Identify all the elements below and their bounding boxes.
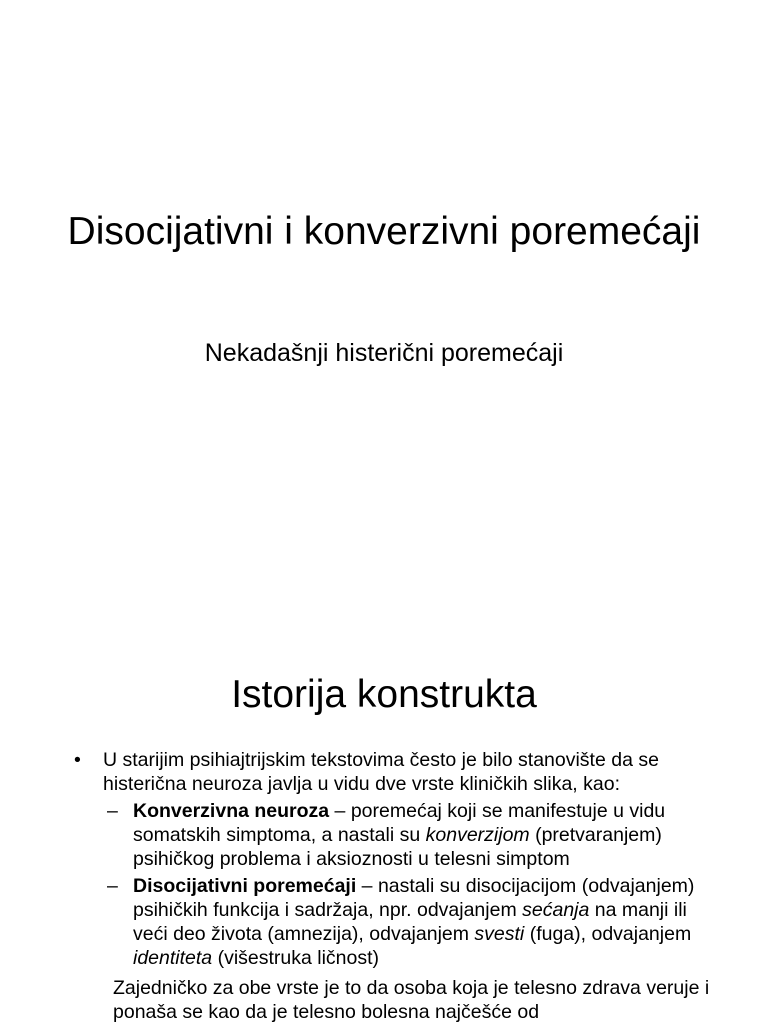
emphasis-conversion: konverzijom (425, 824, 530, 846)
text-segment: (pretvaranjem) psihičkog problema i aksioznosti u telesni simptom (133, 824, 662, 870)
term-dissociative: Disocijativni poremećaji (133, 875, 357, 897)
bullet-intro (74, 748, 714, 796)
slide-body (74, 748, 714, 1024)
dash-marker: – (107, 875, 118, 897)
slide-history (0, 576, 768, 1024)
sub-item-dissociative (74, 874, 714, 970)
text-segment: – nastali su disocijacijom (odvajanjem) psihičkih funkcija i sadržaja, npr. odvajanjem (133, 875, 695, 921)
text-segment: na manji ili veći deo života (amnezija), odvajanjem (133, 899, 687, 945)
sub-item-conversion (74, 799, 714, 871)
emphasis-identity: identiteta (133, 947, 213, 969)
bullet-intro-text: U starijim psihiajtrijskim tekstovima često je bilo stanovište da se histerična neuroza javlja u vidu dve vrste kliničkih slika, kao: (103, 749, 659, 795)
term-conversion: Konverzivna neuroza (133, 800, 330, 822)
text-segment: – poremećaj koji se manifestuje u vidu somatskih simptoma, a nastali su (133, 800, 666, 846)
emphasis-memory: sećanja (522, 899, 590, 921)
emphasis-consciousness: svesti (474, 923, 525, 945)
continuation-paragraph: Zajedničko za obe vrste je to da osoba koja je telesno zdrava veruje i ponaša se kao da je telesno bolesna najčešće od (113, 977, 710, 1023)
slide-title-heading: Disocijativni i konverzivni poremećaji (67, 210, 701, 253)
text-segment: (višestruka ličnost) (212, 947, 380, 969)
slide-history-heading: Istorija konstrukta (231, 673, 537, 716)
text-segment: (fuga), odvajanjem (524, 923, 692, 945)
dash-marker: – (107, 800, 118, 822)
slide-subtitle: Nekadašnji histerični poremećaji (204, 339, 564, 367)
